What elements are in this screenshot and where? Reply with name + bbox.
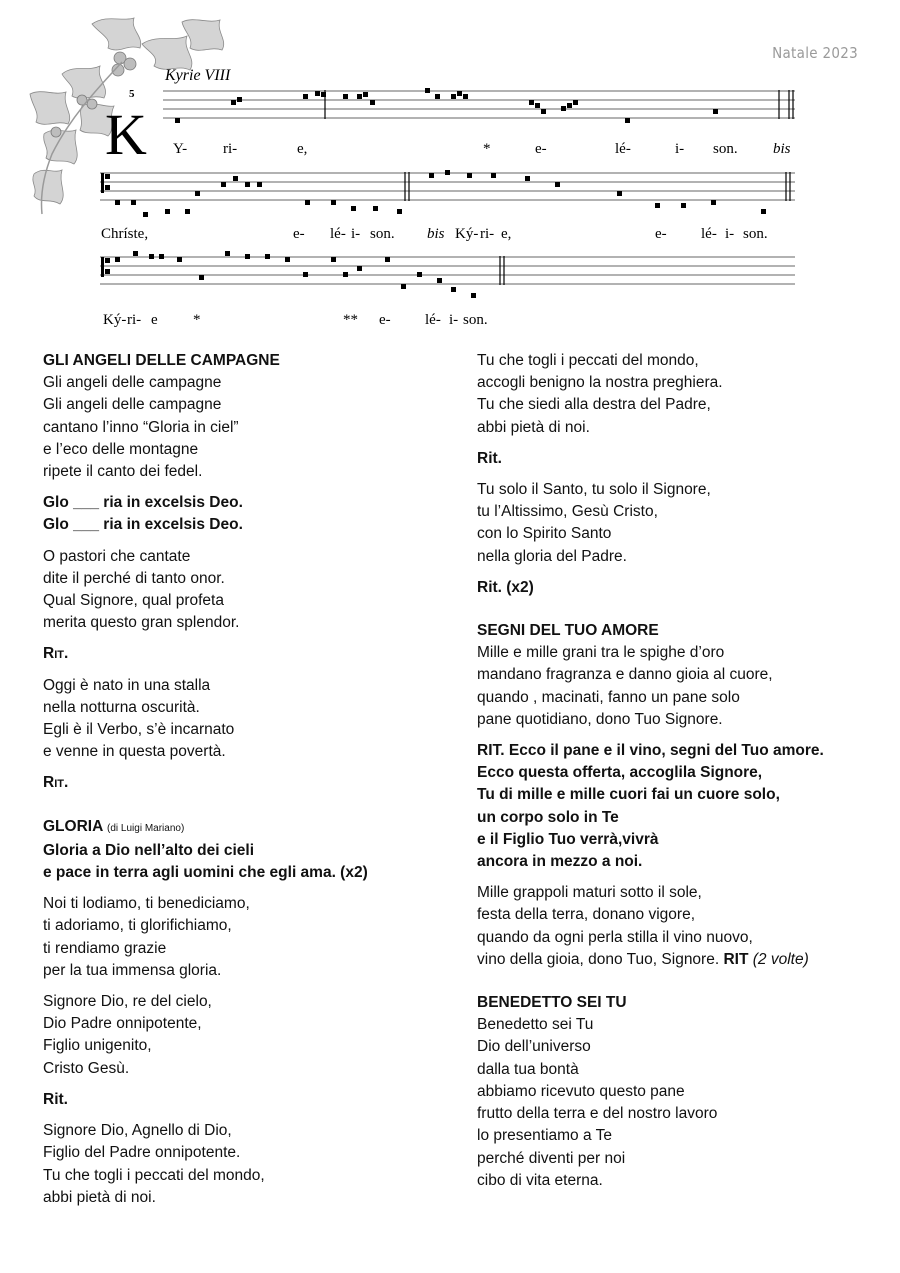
lyric-line: dalla tua bontà	[477, 1060, 579, 1078]
lyric-line: nella notturna oscurità.	[43, 698, 200, 716]
lyric-line: Signore Dio, re del cielo,	[43, 993, 212, 1011]
song-angeli-verse-2	[43, 546, 453, 635]
song-angeli-verse-3	[43, 675, 453, 764]
refrain-label: Rit.	[43, 774, 69, 792]
refrain-label: Rit.	[43, 645, 69, 663]
lyric-line: lo presentiamo a Te	[477, 1127, 612, 1145]
lyric: **	[343, 312, 358, 328]
refrain-marker	[43, 1089, 453, 1111]
lyric-line: abbi pietà di noi.	[43, 1188, 156, 1206]
lyric-line: Mille e mille grani tra le spighe d’oro	[477, 644, 725, 662]
chorus-line: un corpo solo in Te	[477, 808, 619, 826]
lyric: e,	[297, 141, 308, 157]
lyric: i-	[725, 226, 735, 242]
lyric-line: Signore Dio, Agnello di Dio,	[43, 1122, 232, 1140]
lyric-line: Mille grappoli maturi sotto il sole,	[477, 884, 702, 902]
lyric: e-	[293, 226, 305, 242]
lyric-line: e l’eco delle montagne	[43, 440, 199, 458]
lyric: lé-	[425, 312, 441, 328]
song-title: SEGNI DEL TUO AMORE	[477, 622, 659, 640]
lyric: e-	[379, 312, 391, 328]
lyric-line: quando da ogni perla stilla il vino nuovo,	[477, 928, 753, 946]
lyric-line: dite il perché di tanto onor.	[43, 569, 225, 587]
lyric-line: cibo di vita eterna.	[477, 1171, 603, 1189]
song-title: GLORIA	[43, 817, 103, 835]
lyric-line: Gli angeli delle campagne	[43, 374, 222, 392]
lyric-line: Oggi è nato in una stalla	[43, 676, 211, 694]
song-gloria-verse-4	[477, 350, 877, 439]
song-title: BENEDETTO SEI TU	[477, 994, 627, 1012]
refrain-label: Rit.	[477, 449, 502, 467]
song-gloria-verse-5	[477, 479, 877, 568]
song-title-row	[43, 816, 453, 840]
lyric-line: tu l’Altissimo, Gesù Cristo,	[477, 503, 658, 521]
repeat-note: (2 volte)	[752, 950, 809, 968]
lyric: son.	[370, 226, 395, 242]
chorus-line: Glo ___ ria in excelsis Deo.	[43, 516, 243, 534]
lyric-line: perché diventi per noi	[477, 1149, 626, 1167]
lyric-line: abbiamo ricevuto questo pane	[477, 1082, 685, 1100]
lyric: e,	[501, 226, 512, 242]
lyric-line: Dio Padre onnipotente,	[43, 1015, 202, 1033]
lyric-line: mandano fragranza e danno gioia al cuore,	[477, 666, 773, 684]
lyric: Ký-	[455, 226, 479, 242]
refrain-label: Rit.	[43, 1090, 68, 1108]
lyric: lé-	[615, 141, 631, 157]
refrain-marker	[477, 448, 877, 470]
lyric-line: ripete il canto dei fedel.	[43, 463, 203, 481]
song-segni-verse-1	[477, 620, 877, 731]
lyric: e-	[655, 226, 667, 242]
song-benedetto	[477, 992, 877, 1192]
lyric-line: cantano l’inno “Gloria in ciel”	[43, 418, 239, 436]
lyric-line: frutto della terra e del nostro lavoro	[477, 1105, 718, 1123]
lyric-line: merita questo gran splendor.	[43, 614, 240, 632]
refrain-label: RIT	[723, 950, 749, 968]
chorus-line: RIT. Ecco il pane e il vino, segni del Tuo amore.	[477, 742, 824, 760]
lyric-line: Tu che siedi alla destra del Padre,	[477, 396, 711, 414]
song-gloria-verse-1	[43, 893, 453, 982]
lyric: *	[483, 141, 491, 157]
lyric-line: Tu solo il Santo, tu solo il Signore,	[477, 481, 711, 499]
lyric: i-	[675, 141, 685, 157]
lyric: i-	[449, 312, 459, 328]
lyric-line: e venne in questa povertà.	[43, 743, 226, 761]
lyric-line: Noi ti lodiamo, ti benediciamo,	[43, 895, 250, 913]
lyric-line: Tu che togli i peccati del mondo,	[43, 1166, 265, 1184]
chorus-line: Glo ___ ria in excelsis Deo.	[43, 494, 243, 512]
refrain-marker	[43, 772, 453, 794]
lyric: son.	[743, 226, 768, 242]
right-column	[477, 350, 877, 1201]
lyric-bis: bis	[427, 226, 445, 242]
chorus-line: Tu di mille e mille cuori fai un cuore solo,	[477, 786, 780, 804]
chant-mode: 5	[129, 88, 135, 100]
lyric-line: festa della terra, donano vigore,	[477, 906, 695, 924]
chant-initial: K	[105, 102, 147, 167]
chorus-line: e il Figlio Tuo verrà,vivrà	[477, 830, 659, 848]
song-gloria-chorus	[43, 840, 453, 884]
lyric: i-	[351, 226, 361, 242]
lyric-line: Egli è il Verbo, s’è incarnato	[43, 721, 235, 739]
song-gloria-verse-2	[43, 991, 453, 1080]
lyric: e	[151, 312, 158, 328]
lyric: e-	[535, 141, 547, 157]
lyric-line: Gli angeli delle campagne	[43, 396, 222, 414]
lyric: Y-	[173, 141, 188, 157]
lyric-line: Benedetto sei Tu	[477, 1016, 594, 1034]
lyric-line: Tu che togli i peccati del mondo,	[477, 352, 699, 369]
lyric: lé-	[701, 226, 717, 242]
page-date: Natale 2023	[772, 44, 858, 62]
refrain-label: Rit. (x2)	[477, 578, 534, 596]
chorus-line: Gloria a Dio nell’alto dei cieli	[43, 841, 255, 859]
lyric-text: vino della gioia, dono Tuo, Signore.	[477, 950, 720, 968]
lyric-line: Dio dell’universo	[477, 1038, 591, 1056]
lyric: lé-	[330, 226, 346, 242]
song-angeli-verse-1	[43, 350, 453, 483]
lyric-line: quando , macinati, fanno un pane solo	[477, 688, 740, 706]
chorus-line: Ecco questa offerta, accoglila Signore,	[477, 764, 763, 782]
chant-title: Kyrie VIII	[165, 67, 231, 84]
song-author: (di Luigi Mariano)	[107, 822, 185, 834]
lyric-line: abbi pietà di noi.	[477, 418, 590, 436]
lyric-line: accogli benigno la nostra preghiera.	[477, 374, 723, 392]
song-gloria	[43, 816, 453, 885]
kyrie-chant-score	[95, 62, 805, 337]
lyric-line: pane quotidiano, dono Tuo Signore.	[477, 710, 723, 728]
lyric-line: nella gloria del Padre.	[477, 547, 627, 565]
lyric-line: ti rendiamo grazie	[43, 939, 167, 957]
chorus-line: ancora in mezzo a noi.	[477, 853, 643, 871]
lyric-line: Qual Signore, qual profeta	[43, 592, 224, 610]
lyric: ri-	[127, 312, 142, 328]
lyric-line: ti adoriamo, ti glorifichiamo,	[43, 917, 232, 935]
lyric: Chríste,	[101, 226, 149, 242]
lyric: Ký-	[103, 312, 127, 328]
song-angeli-chorus	[43, 492, 453, 536]
song-segni-verse-2	[477, 882, 877, 971]
lyric-line: Figlio del Padre onnipotente.	[43, 1144, 241, 1162]
refrain-marker	[477, 577, 877, 599]
lyric-line: Cristo Gesù.	[43, 1059, 130, 1077]
lyric: son.	[713, 141, 738, 157]
song-title: GLI ANGELI DELLE CAMPAGNE	[43, 352, 280, 369]
lyric-line: Figlio unigenito,	[43, 1037, 152, 1055]
lyric: ri-	[480, 226, 495, 242]
lyric-line: con lo Spirito Santo	[477, 525, 612, 543]
chorus-line: e pace in terra agli uomini che egli ama. (x2)	[43, 864, 368, 882]
left-column	[43, 350, 453, 1218]
refrain-marker	[43, 643, 453, 665]
lyric-bis: bis	[773, 141, 791, 157]
song-gloria-verse-3	[43, 1120, 453, 1209]
lyric-line-with-refrain	[477, 949, 877, 971]
lyric: ri-	[223, 141, 238, 157]
lyric-line: per la tua immensa gloria.	[43, 961, 222, 979]
lyric-line: O pastori che cantate	[43, 547, 191, 565]
lyric: son.	[463, 312, 488, 328]
lyric: *	[193, 312, 201, 328]
song-segni-chorus	[477, 740, 877, 873]
